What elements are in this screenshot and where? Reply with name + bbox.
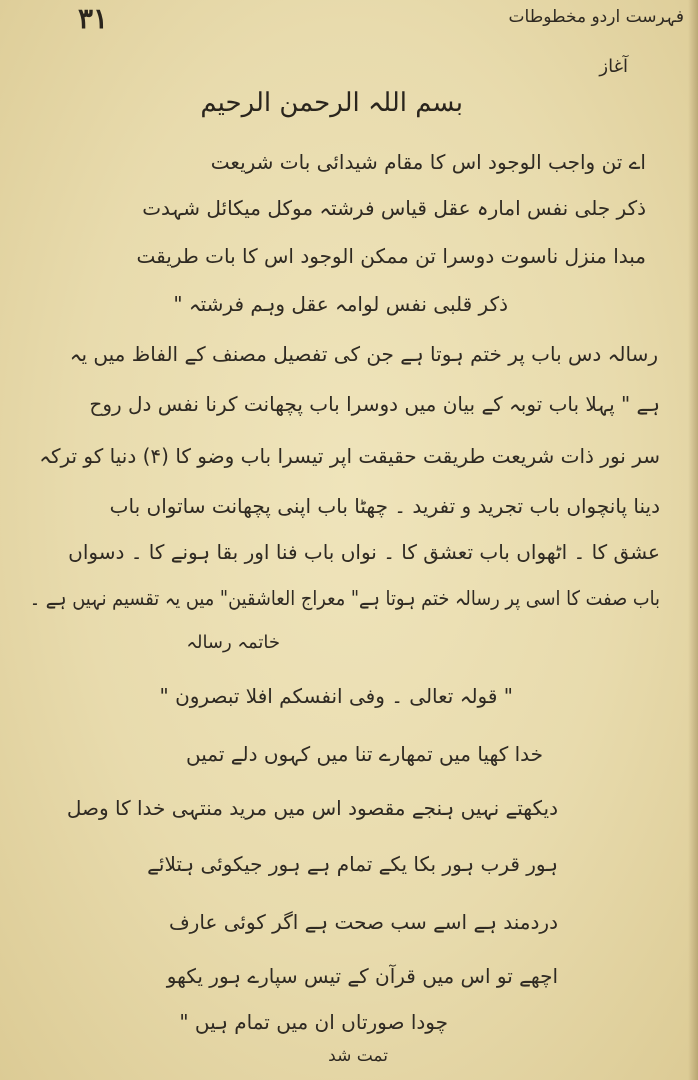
ending-verse-line-6: اچھے تو اس میں قرآن کے تیس سپارے ہور یکھو [166, 964, 558, 988]
ending-verse-line-7: چودا صورتاں ان میں تمام ہیں " [179, 1010, 448, 1034]
bismillah-heading: بسم اللہ الرحمن الرحیم [200, 88, 463, 118]
opening-label: آغاز [599, 56, 628, 77]
description-line-1: رسالہ دس باب پر ختم ہوتا ہے جن کی تفصیل مصنف کے الفاظ میں یہ [69, 342, 658, 366]
colophon-tammat-shud: تمت شد [328, 1046, 388, 1066]
ending-verse-line-5: دردمند ہے اسے سب صحت ہے اگر کوئی عارف [168, 910, 558, 934]
opening-verse-line-1: اے تن واجب الوجود اس کا مقام شیدائی بات شریعت [210, 150, 646, 174]
page-edge-shadow [688, 0, 698, 1080]
description-line-5: عشق کا ۔ اٹھواں باب تعشق کا ۔ نواں باب فنا اور بقا ہونے کا ۔ دسواں [68, 540, 660, 564]
ending-label: خاتمہ رسالہ [186, 632, 280, 653]
page-number: ۳۱ [78, 2, 109, 35]
opening-verse-line-4: ذکر قلبی نفس لوامہ عقل وہم فرشتہ " [173, 292, 508, 316]
description-line-6: باب صفت کا اسی پر رسالہ ختم ہوتا ہے" معراج العاشقین" میں یہ تقسیم نہیں ہے ۔ [29, 586, 660, 610]
ending-verse-line-3: دیکھتے نہیں ہنجے مقصود اس میں مرید منتہی خدا کا وصل [66, 796, 558, 820]
ending-verse-line-4: ہور قرب ہور بکا یکے تمام ہے ہور جیکوئی ہتلائے [147, 852, 558, 876]
ending-verse-line-1: " قولہ تعالی ۔ وفی انفسکم افلا تبصرون " [159, 684, 513, 708]
description-line-3: سر نور ذات شریعت طریقت حقیقت اپر تیسرا باب وضو کا (۴) دنیا کو ترکہ [39, 444, 660, 468]
ending-verse-line-2: خدا کھیا میں تمھارے تنا میں کہوں دلے تمیں [186, 742, 543, 766]
opening-verse-line-2: ذکر جلی نفس امارہ عقل قیاس فرشتہ موکل میکائل شہدت [142, 196, 646, 220]
description-line-2: ہے " پہلا باب توبہ کے بیان میں دوسرا باب پچھانت کرنا نفس دل روح [89, 392, 660, 416]
description-line-4: دینا پانچواں باب تجرید و تفرید ۔ چھٹا باب اپنی پچھانت ساتواں باب [109, 494, 660, 518]
opening-verse-line-3: مبدا منزل ناسوت دوسرا تن ممکن الوجود اس کا بات طریقت [136, 244, 646, 268]
running-header: فہرست اردو مخطوطات [508, 7, 684, 27]
